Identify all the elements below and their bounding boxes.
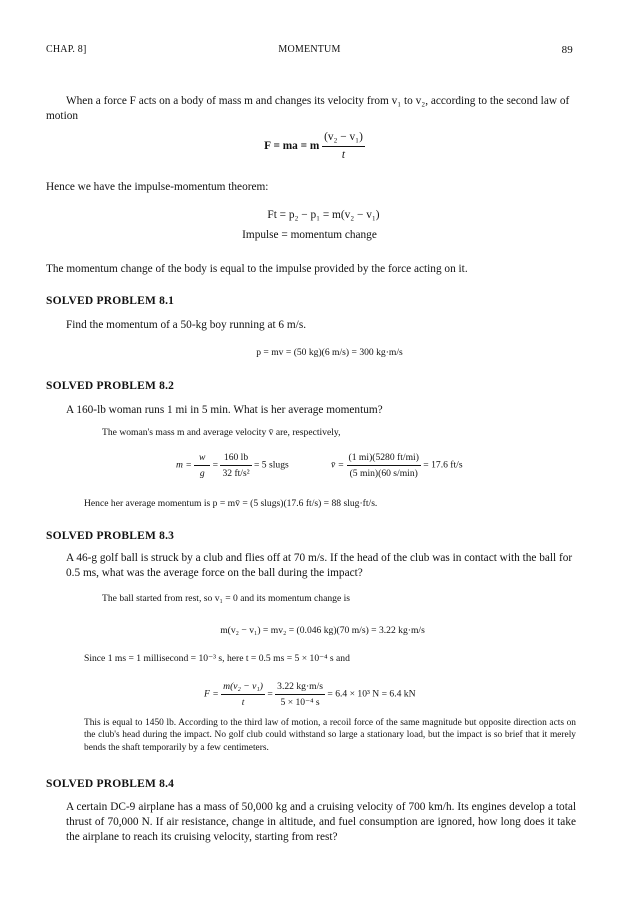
equation-lhs: v̄ = (331, 459, 345, 471)
fraction-denominator: t (241, 697, 245, 708)
running-title: MOMENTUM (278, 44, 341, 55)
problem-8-4-heading: SOLVED PROBLEM 8.4 (46, 778, 175, 790)
second-law-equation (0, 130, 619, 163)
impulse-label-equation: Impulse = momentum change (242, 229, 377, 241)
mass-equation (176, 451, 289, 480)
intro-paragraph: When a force F acts on a body of mass m and changes its velocity from v₁ to v₂, according to the second law of motion (46, 95, 570, 122)
problem-8-2-intro: The woman's mass m and average velocity v̄ are, respectively, (102, 427, 341, 438)
problem-8-2-heading: SOLVED PROBLEM 8.2 (46, 380, 175, 392)
fraction-numerator: w (194, 451, 210, 466)
problem-8-1-solution: p = mv = (50 kg)(6 m/s) = 300 kg·m/s (256, 347, 403, 358)
theorem-intro: Hence we have the impulse-momentum theorem: (46, 181, 269, 193)
fraction-denominator: (5 min)(60 s/min) (349, 468, 418, 479)
fraction-denominator: 5 × 10⁻⁴ s (280, 697, 320, 708)
fraction-numerator: 160 lb (220, 451, 251, 466)
equals-sign: = (212, 459, 219, 471)
equation-lhs: F = (204, 688, 219, 700)
page-number: 89 (561, 44, 573, 56)
velocity-equation (331, 451, 463, 480)
problem-8-3-question: A 46-g golf ball is struck by a club and flies off at 70 m/s. If the head of the club was in contact with the ball for 0.5 ms, what was the average force on the ball during the impact? (66, 552, 573, 579)
problem-8-3-intro: The ball started from rest, so v₁ = 0 and its momentum change is (102, 593, 351, 604)
problem-8-1-question: Find the momentum of a 50-kg boy running at 6 m/s. (66, 319, 307, 331)
equals-sign: = (267, 688, 273, 700)
fraction (221, 680, 265, 709)
fraction (322, 130, 365, 163)
problem-8-2-question: A 160-lb woman runs 1 mi in 5 min. What is her average momentum? (66, 404, 383, 416)
fraction-denominator: t (341, 148, 346, 161)
force-equation (204, 680, 416, 709)
fraction-numerator: 3.22 kg·m/s (275, 680, 325, 695)
fraction (220, 451, 251, 480)
fraction (194, 451, 210, 480)
fraction (275, 680, 325, 709)
problem-8-1-heading: SOLVED PROBLEM 8.1 (46, 295, 175, 307)
fraction-numerator: (v₂ − v₁) (322, 130, 365, 147)
momentum-statement: The momentum change of the body is equal to the impulse provided by the force acting on it. (46, 263, 468, 275)
problem-8-3-question-line1 (66, 551, 576, 581)
equation-lhs: m = (176, 459, 192, 471)
equation-rhs: = 5 slugs (254, 459, 289, 471)
fraction-numerator: (1 mi)(5280 ft/mi) (347, 451, 421, 466)
equation-rhs: = 17.6 ft/s (423, 459, 463, 471)
equation-rhs: = 6.4 × 10³ N = 6.4 kN (327, 688, 416, 700)
equation-lhs: F = ma = m (264, 139, 320, 152)
fraction-denominator: g (199, 468, 205, 479)
millisecond-conversion: Since 1 ms = 1 millisecond = 10⁻³ s, here t = 0.5 ms = 5 × 10⁻⁴ s and (84, 653, 350, 664)
problem-8-4-question: A certain DC-9 airplane has a mass of 50,000 kg and a cruising velocity of 700 km/h. Its engines develop a total thrust of 70,000 N. If air resistance, change in altitude, and fuel consumption are ignored, how long does it take the airplane to reach its cruising velocity, starting from rest? (66, 801, 576, 843)
problem-8-3-note: This is equal to 1450 lb. According to the third law of motion, a recoil force of the same magnitude but opposite direction acts on the club's head during the impact. No golf club could withstand so large a stationary load, but the impact is so brief that it merely bends the shaft temporarily by a few centimeters. (84, 718, 576, 753)
fraction-denominator: 32 ft/s² (222, 468, 250, 479)
fraction (347, 451, 421, 480)
problem-8-2-conclusion: Hence her average momentum is p = mv̄ = (5 slugs)(17.6 ft/s) = 88 slug·ft/s. (84, 498, 378, 509)
fraction-numerator: m(v₂ − v₁) (221, 680, 265, 695)
problem-8-3-heading: SOLVED PROBLEM 8.3 (46, 530, 175, 542)
momentum-change-equation: m(v₂ − v₁) = mv₂ = (0.046 kg)(70 m/s) = 3.22 kg·m/s (220, 625, 425, 636)
chapter-label: CHAP. 8] (46, 44, 87, 55)
impulse-equation: Ft = p₂ − p₁ = m(v₂ − v₁) (267, 209, 380, 221)
